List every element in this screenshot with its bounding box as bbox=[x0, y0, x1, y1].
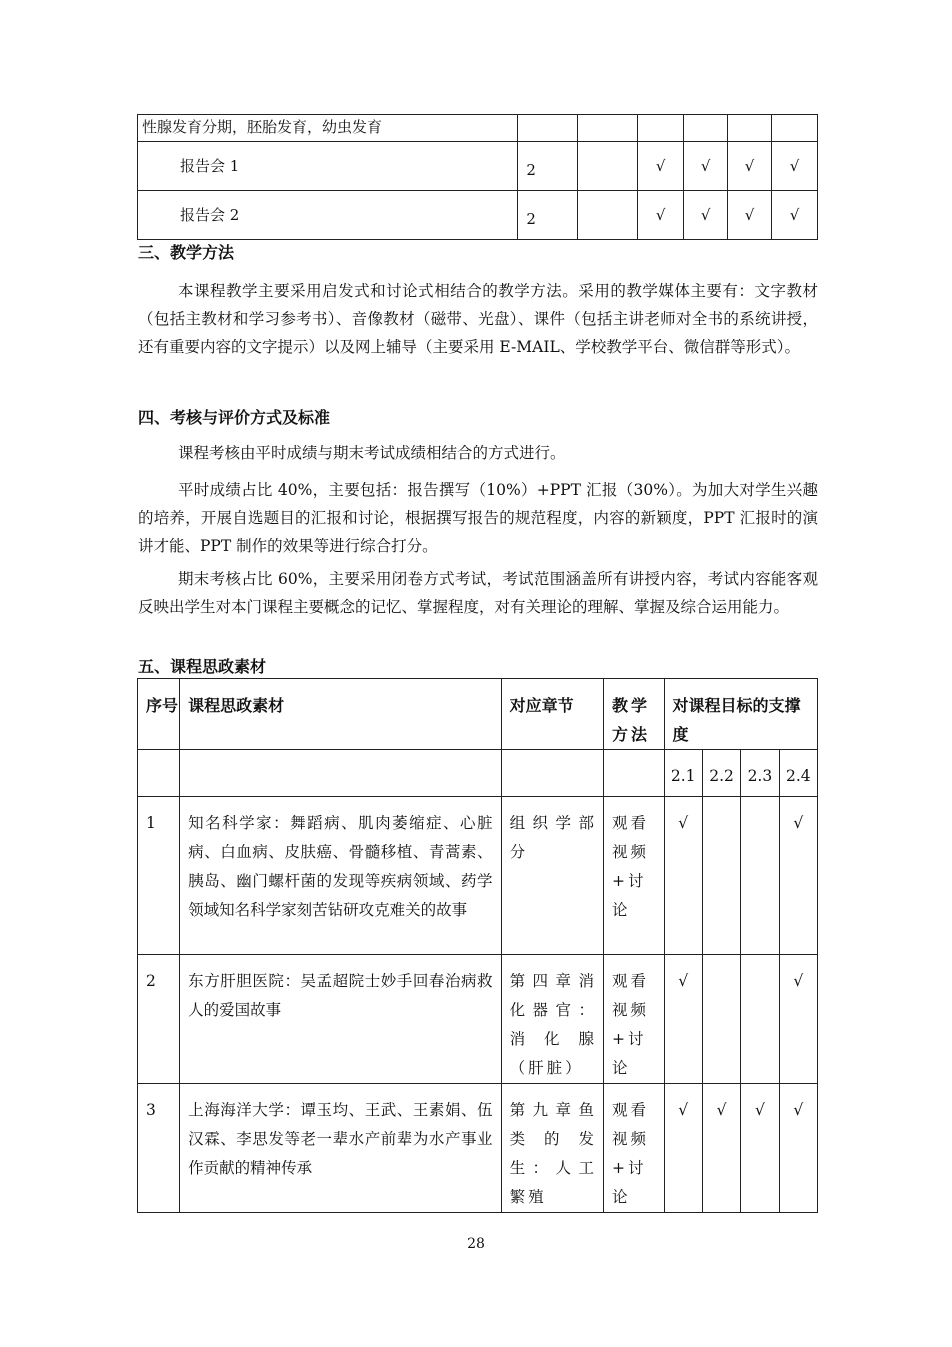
check-mark: √ bbox=[664, 1084, 702, 1213]
section-heading-teaching-methods: 三、教学方法 bbox=[138, 243, 235, 262]
material-cell: 知名科学家：舞蹈病、肌肉萎缩症、心脏病、白血病、皮肤癌、骨髓移植、青蒿素、胰岛、幽门螺杆菌的发现等疾病领域、药学领域知名科学家刻苦钻研攻克难关的故事 bbox=[180, 797, 501, 955]
seq-cell: 3 bbox=[138, 1084, 180, 1213]
hours-cell: 2 bbox=[518, 142, 578, 191]
check-mark: √ bbox=[684, 191, 728, 240]
goal-cell bbox=[578, 142, 638, 191]
header-method: 教学方法 bbox=[604, 679, 664, 750]
paragraph-assessment-regular: 平时成绩占比 40%，主要包括：报告撰写（10%）+PPT 汇报（30%）。为加大对学生兴趣的培养，开展自选题目的汇报和讨论，根据撰写报告的规范程度，内容的新颖度，PPT 汇报时的演讲才能、PPT 制作的效果等进行综合打分。 bbox=[138, 481, 818, 555]
chapter-cell: 第四章消化器官：消化腺（肝脏） bbox=[501, 955, 603, 1084]
goal-cell bbox=[741, 797, 779, 955]
page-number: 28 bbox=[467, 1236, 485, 1252]
check-mark: √ bbox=[664, 955, 702, 1084]
chapter-cell: 第九章鱼类的发生：人工繁殖 bbox=[501, 1084, 603, 1213]
check-mark: √ bbox=[664, 797, 702, 955]
table-row bbox=[138, 115, 818, 142]
paragraph-assessment-final: 期末考核占比 60%，主要采用闭卷方式考试，考试范围涵盖所有讲授内容，考试内容能客观反映出学生对本门课程主要概念的记忆、掌握程度，对有关理论的理解、掌握及综合运用能力。 bbox=[138, 570, 818, 616]
table-header-row bbox=[138, 679, 818, 750]
empty-cell bbox=[604, 750, 664, 797]
goal-header: 2.2 bbox=[702, 750, 740, 797]
empty-cell bbox=[501, 750, 603, 797]
check-mark: √ bbox=[779, 797, 817, 955]
table-row bbox=[138, 797, 818, 955]
goal-cell bbox=[702, 797, 740, 955]
topic-cell: 性腺发育分期，胚胎发育，幼虫发育 bbox=[138, 115, 518, 142]
goal-cell bbox=[578, 191, 638, 240]
check-mark: √ bbox=[702, 1084, 740, 1213]
method-cell: 观看视频+讨论 bbox=[604, 955, 664, 1084]
header-material: 课程思政素材 bbox=[180, 679, 501, 750]
seq-cell: 2 bbox=[138, 955, 180, 1084]
goal-cell bbox=[684, 115, 728, 142]
check-mark: √ bbox=[638, 191, 684, 240]
check-mark: √ bbox=[779, 1084, 817, 1213]
section-heading-ideological-materials: 五、课程思政素材 bbox=[138, 657, 267, 676]
section-heading-assessment: 四、考核与评价方式及标准 bbox=[138, 408, 331, 427]
method-cell: 观看视频+讨论 bbox=[604, 797, 664, 955]
material-cell: 东方肝胆医院：吴孟超院士妙手回春治病救人的爱国故事 bbox=[180, 955, 501, 1084]
goal-cell bbox=[728, 115, 772, 142]
header-chapter: 对应章节 bbox=[501, 679, 603, 750]
header-support: 对课程目标的支撑度 bbox=[664, 679, 818, 750]
table-row bbox=[138, 1084, 818, 1213]
check-mark: √ bbox=[728, 191, 772, 240]
ideological-materials-table bbox=[137, 678, 818, 1213]
check-mark: √ bbox=[779, 955, 817, 1084]
goal-header: 2.1 bbox=[664, 750, 702, 797]
topic-cell: 报告会 1 bbox=[138, 142, 518, 191]
check-mark: √ bbox=[684, 142, 728, 191]
seq-cell: 1 bbox=[138, 797, 180, 955]
empty-cell bbox=[180, 750, 501, 797]
goal-header: 2.4 bbox=[779, 750, 817, 797]
method-cell: 观看视频+讨论 bbox=[604, 1084, 664, 1213]
goal-cell bbox=[772, 115, 818, 142]
check-mark: √ bbox=[772, 142, 818, 191]
material-cell: 上海海洋大学：谭玉均、王武、王素娟、伍汉霖、李思发等老一辈水产前辈为水产事业作贡献的精神传承 bbox=[180, 1084, 501, 1213]
goal-cell bbox=[578, 115, 638, 142]
chapter-cell: 组织学部分 bbox=[501, 797, 603, 955]
hours-cell bbox=[518, 115, 578, 142]
hours-cell: 2 bbox=[518, 191, 578, 240]
check-mark: √ bbox=[741, 1084, 779, 1213]
goal-header: 2.3 bbox=[741, 750, 779, 797]
empty-cell bbox=[138, 750, 180, 797]
check-mark: √ bbox=[772, 191, 818, 240]
table-row bbox=[138, 142, 818, 191]
paragraph-assessment-intro: 课程考核由平时成绩与期末考试成绩相结合的方式进行。 bbox=[178, 444, 566, 462]
table-row bbox=[138, 955, 818, 1084]
check-mark: √ bbox=[638, 142, 684, 191]
check-mark: √ bbox=[728, 142, 772, 191]
paragraph-teaching-methods: 本课程教学主要采用启发式和讨论式相结合的教学方法。采用的教学媒体主要有：文字教材（包括主教材和学习参考书）、音像教材（磁带、光盘）、课件（包括主讲老师对全书的系统讲授，还有重要内容的文字提示）以及网上辅导（主要采用 E-MAIL、学校教学平台、微信群等形式）。 bbox=[138, 282, 818, 356]
table-row bbox=[138, 191, 818, 240]
goal-cell bbox=[702, 955, 740, 1084]
goal-cell bbox=[741, 955, 779, 1084]
table-subheader-row bbox=[138, 750, 818, 797]
schedule-table bbox=[137, 114, 818, 240]
header-seq: 序号 bbox=[138, 679, 180, 750]
goal-cell bbox=[638, 115, 684, 142]
topic-cell: 报告会 2 bbox=[138, 191, 518, 240]
